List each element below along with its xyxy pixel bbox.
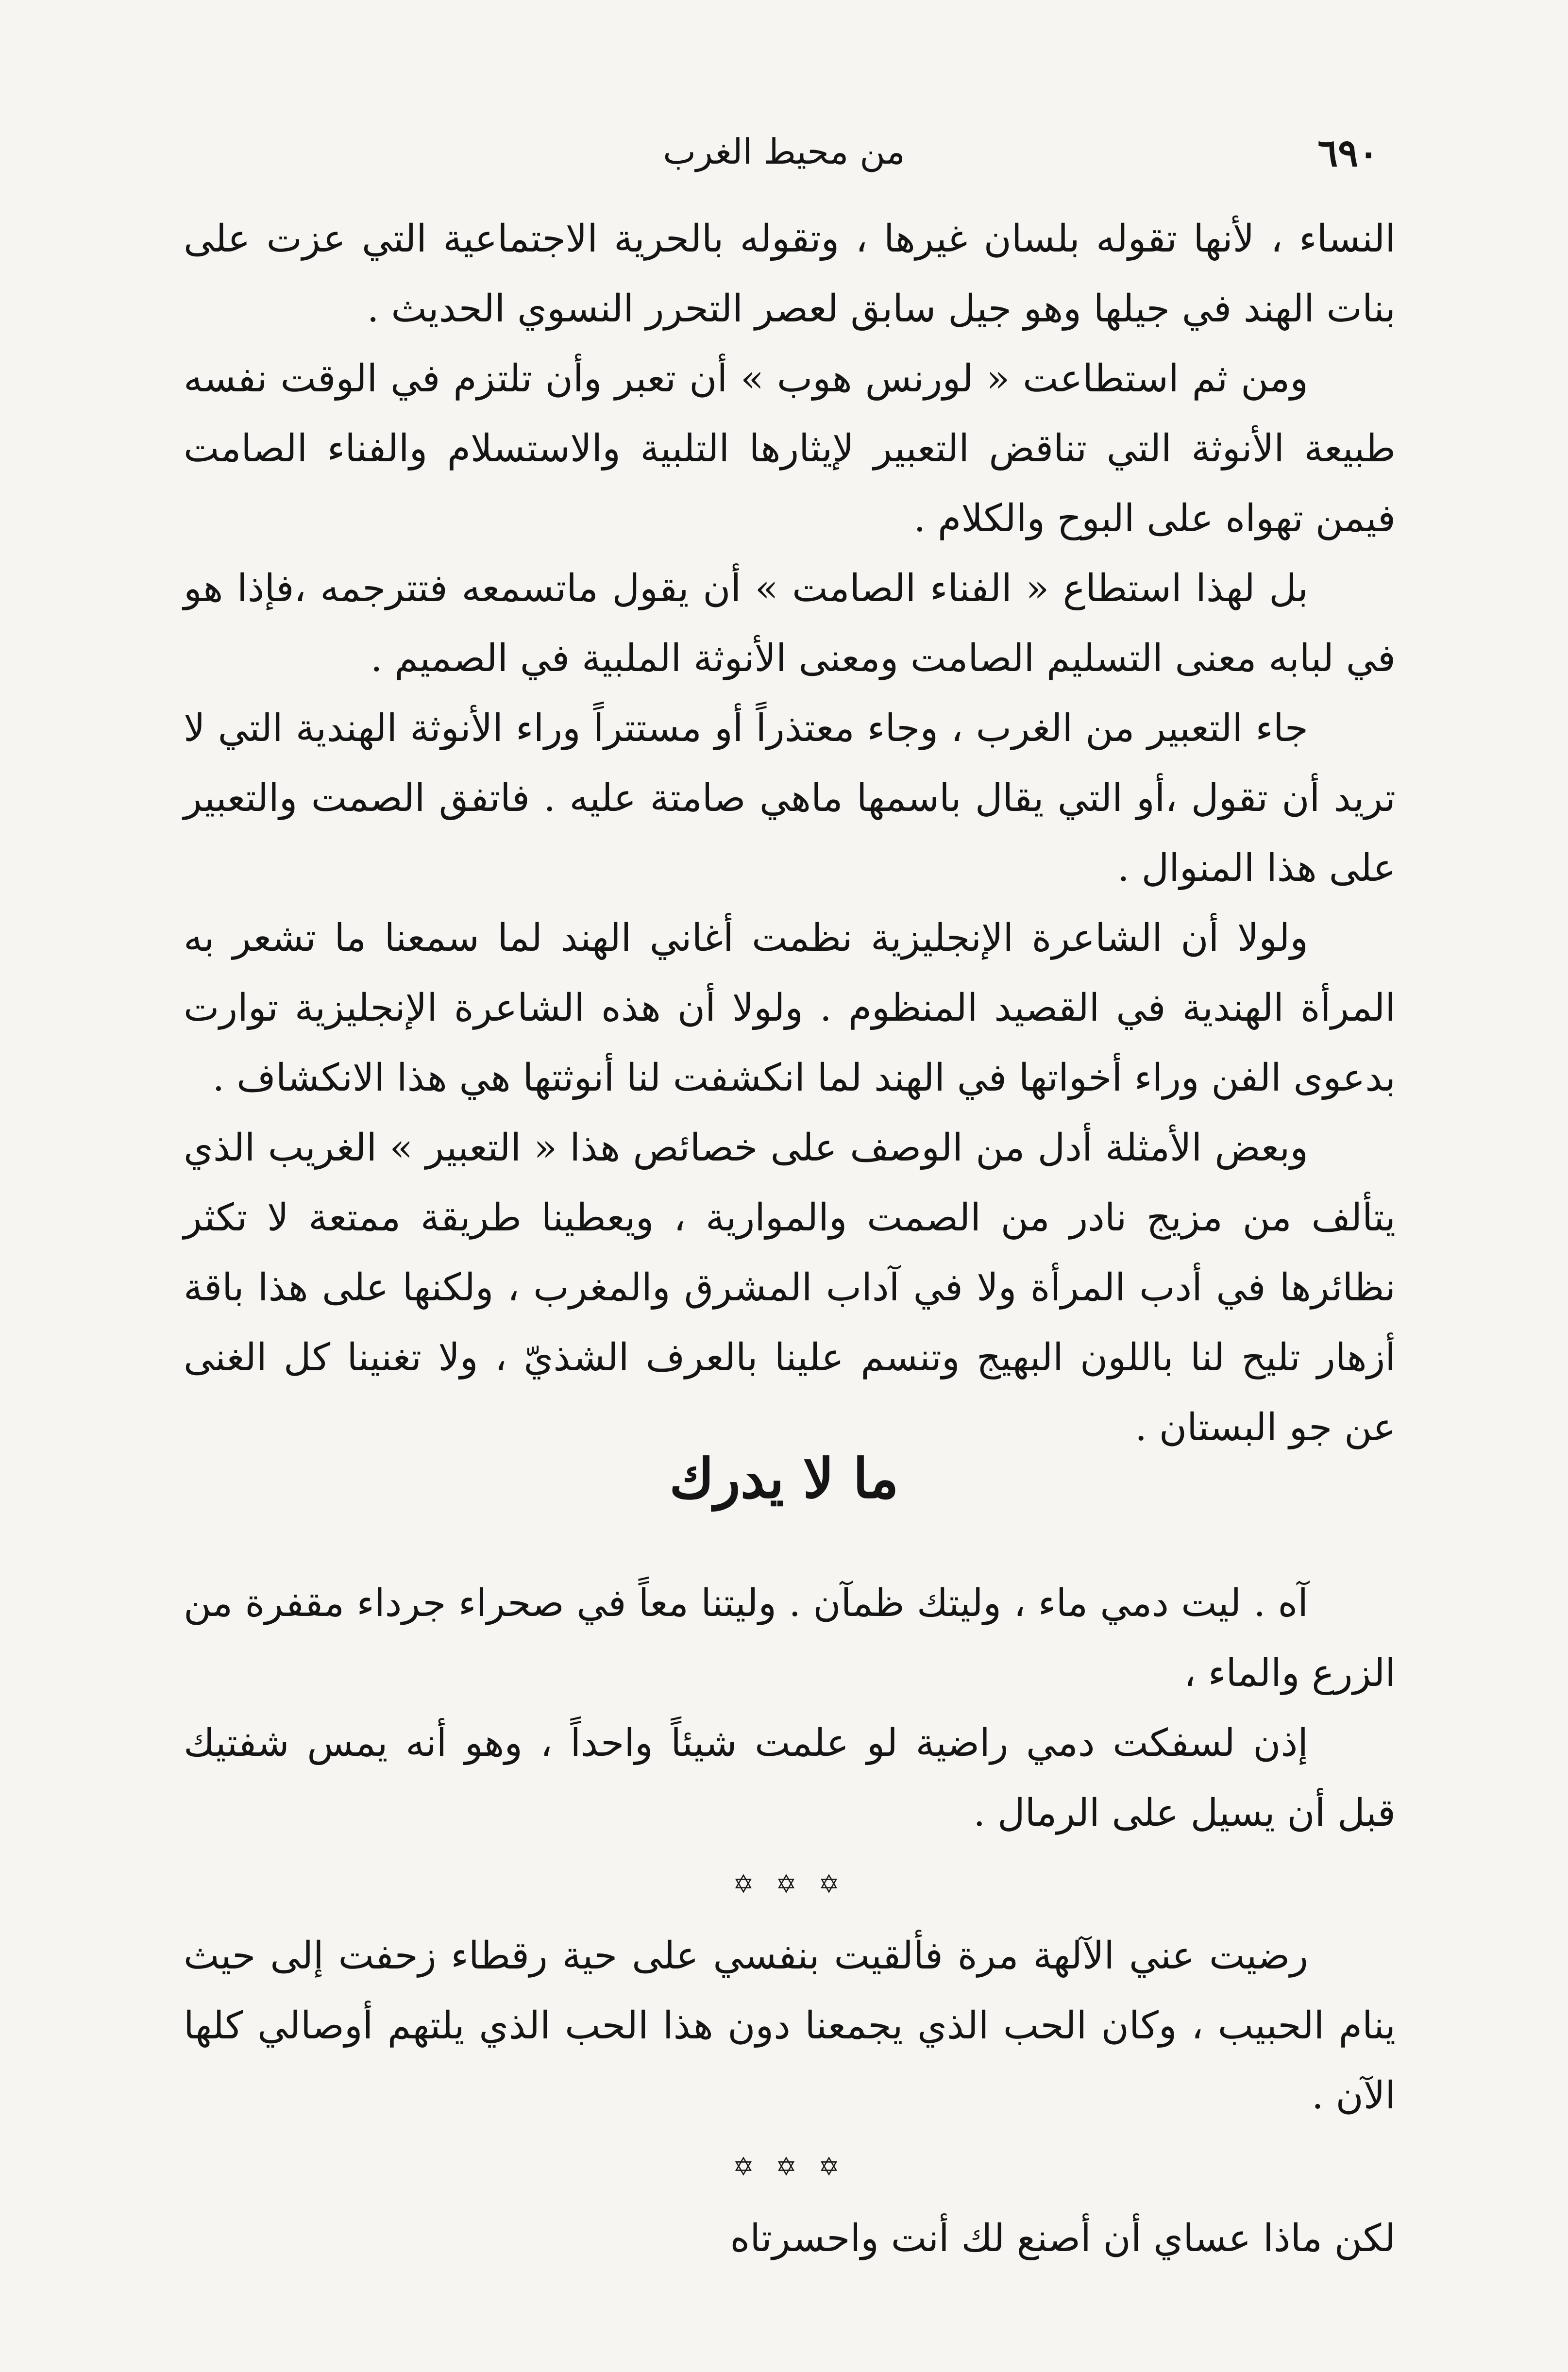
prose-section (184, 204, 1396, 1463)
paragraph: ولولا أن الشاعرة الإنجليزية نظمت أغاني الهند لما سمعنا ما تشعر به المرأة الهندية في القصيد المنظوم . ولولا أن هذه الشاعرة الإنجليزية توارت بدعوى الفن وراء أخواتها في الهند لما انكشفت لنا أنوثتها هي هذا الانكشاف . (184, 916, 1396, 1100)
section-heading: ما لا يدرك (669, 1447, 899, 1511)
star-separator-icon (184, 1848, 1396, 1921)
separator-text: ✡ ✡ ✡ (733, 1870, 846, 1899)
paragraph: جاء التعبير من الغرب ، وجاء معتذراً أو مستتراً وراء الأنوثة الهندية التي لا تريد أن تقول ،أو التي يقال باسمها ماهي صامتة عليه . فاتفق الصمت والتعبير على هذا المنوال . (184, 707, 1396, 890)
paragraph: ومن ثم استطاعت « لورنس هوب » أن تعبر وأن تلتزم في الوقت نفسه طبيعة الأنوثة التي تناقض التعبير لإيثارها التلبية والاستسلام والفناء الصامت فيمن تهواه على البوح والكلام . (184, 357, 1396, 540)
page-header (189, 131, 1379, 185)
poem-paragraph: رضيت عني الآلهة مرة فألقيت بنفسي على حية رقطاء زحفت إلى حيث ينام الحبيب ، وكان الحب الذي يجمعنا دون هذا الحب الذي يلتهم أوصالي كلها الآن . (184, 1934, 1396, 2118)
star-separator-icon (184, 2131, 1396, 2204)
poem-paragraph: لكن ماذا عساي أن أصنع لك أنت واحسرتاه (730, 2217, 1396, 2260)
page-number: ٦٩٠ (1317, 131, 1379, 175)
paragraph: بل لهذا استطاع « الفناء الصامت » أن يقول ماتسمعه فتترجمه ،فإذا هو في لبابه معنى التسليم الصامت ومعنى الأنوثة الملبية في الصميم . (184, 567, 1396, 680)
paragraph: النساء ، لأنها تقوله بلسان غيرها ، وتقوله بالحرية الاجتماعية التي عزت على بنات الهند في جيلها وهو جيل سابق لعصر التحرر النسوي الحديث . (184, 217, 1396, 331)
poem-paragraph: آه . ليت دمي ماء ، وليتك ظمآن . وليتنا معاً في صحراء جرداء مقفرة من الزرع والماء ، (184, 1581, 1396, 1695)
running-title: من محيط الغرب (663, 131, 905, 172)
poem-paragraph: إذن لسفكت دمي راضية لو علمت شيئاً واحداً ، وهو أنه يمس شفتيك قبل أن يسيل على الرمال . (184, 1721, 1396, 1835)
paragraph: وبعض الأمثلة أدل من الوصف على خصائص هذا « التعبير » الغريب الذي يتألف من مزيج نادر من الصمت والموارية ، ويعطينا طريقة ممتعة لا تكثر نظائرها في أدب المرأة ولا في آداب المشرق والمغرب ، ولكنها على هذا باقة أزهار تليح لنا باللون البهيج وتنسم علينا بالعرف الشذيّ ، ولا تغنينا كل الغنى عن جو البستان . (184, 1126, 1396, 1449)
separator-text: ✡ ✡ ✡ (733, 2153, 846, 2182)
poem-section (184, 1568, 1396, 2273)
